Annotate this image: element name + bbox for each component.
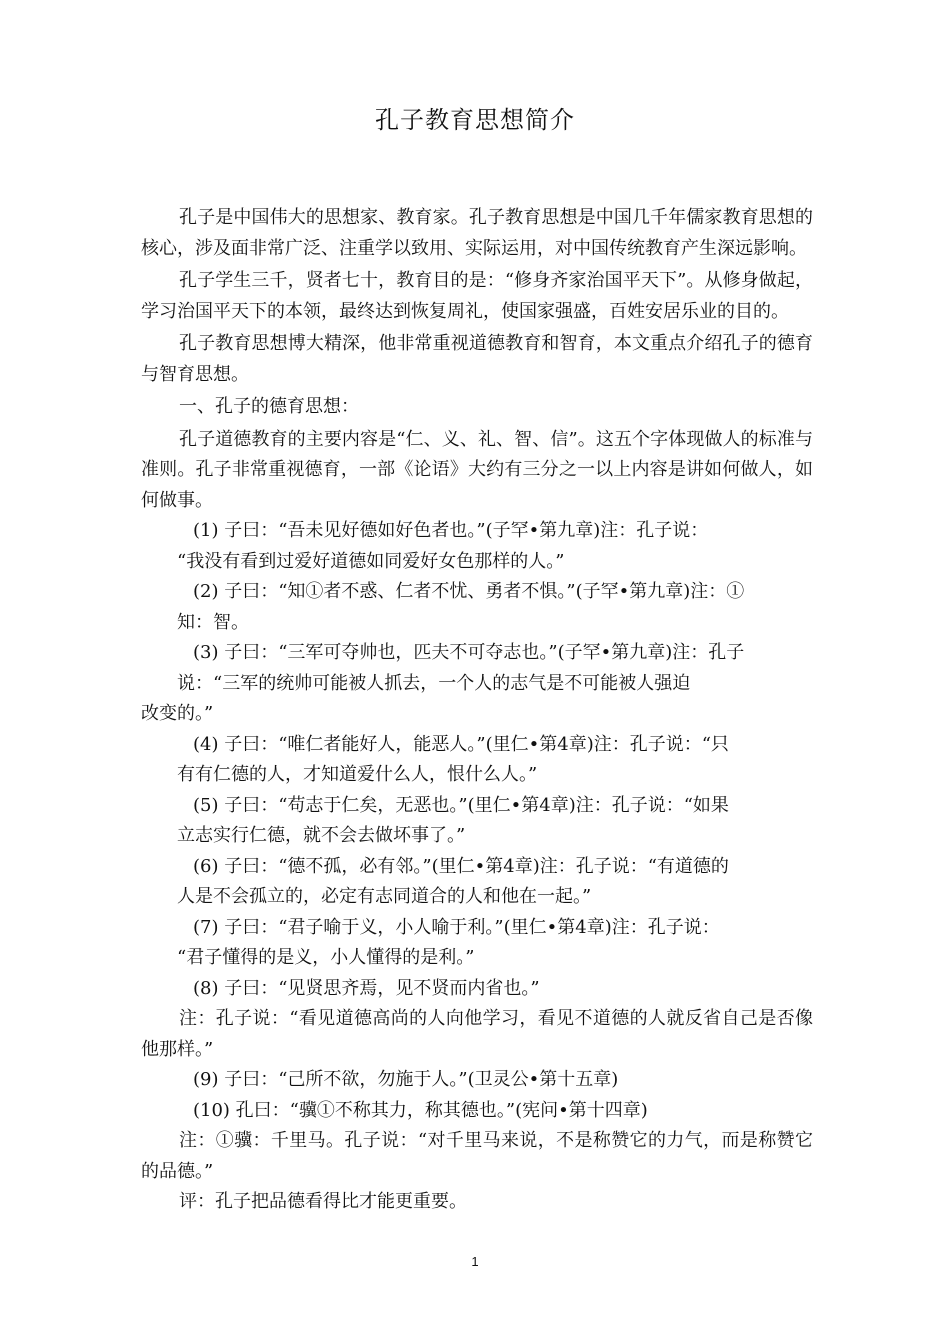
intro-paragraph-1: 孔子是中国伟大的思想家、教育家。孔子教育思想是中国几千年儒家教育思想的核心，涉及面非常广泛、注重学以致用、实际运用，对中国传统教育产生深远影响。	[141, 207, 813, 259]
quote-line: 改变的。”	[141, 703, 214, 724]
quote-line: (5) 子曰：“苟志于仁矣，无恶也。”(里仁•第4章)注：孔子说：“如果	[193, 794, 729, 816]
quote-1	[141, 516, 813, 577]
page-title: 孔子教育思想简介	[375, 106, 575, 134]
quote-3	[141, 638, 813, 730]
comment: 评：孔子把品德看得比才能更重要。	[179, 1191, 467, 1212]
quote-line: 说：“三军的统帅可能被人抓去，一个人的志气是不可能被人强迫	[177, 672, 691, 694]
quote-line: (1) 子曰：“吾未见好德如好色者也。”(子罕•第九章)注：孔子说：	[193, 520, 709, 541]
quote-4	[141, 730, 813, 791]
quote-line: (10) 孔曰：“骥①不称其力，称其德也。”(宪问•第十四章)	[193, 1099, 648, 1121]
note-8: 注：孔子说：“看见道德高尚的人向他学习，看见不道德的人就反省自己是否像他那样。”	[141, 1008, 813, 1060]
quote-line: (7) 子曰：“君子喻于义，小人喻于利。”(里仁•第4章)注：孔子说：	[193, 916, 720, 938]
quote-6	[141, 852, 813, 913]
quote-line: 立志实行仁德，就不会去做坏事了。”	[177, 825, 466, 846]
quote-line: (2) 子曰：“知①者不惑、仁者不忧、勇者不惧。”(子罕•第九章)注：①	[193, 581, 745, 602]
intro-paragraph-2: 孔子学生三千，贤者七十，教育目的是：“修身齐家治国平天下”。从修身做起，学习治国平天下的本领，最终达到恢复周礼，使国家强盛，百姓安居乐业的目的。	[141, 270, 813, 322]
quote-9	[141, 1065, 813, 1096]
section-heading: 一、孔子的德育思想：	[179, 396, 359, 417]
intro-paragraph-3: 孔子教育思想博大精深，他非常重视道德教育和智育，本文重点介绍孔子的德育与智育思想。	[141, 333, 813, 385]
document-body	[141, 203, 813, 1218]
quote-2	[141, 577, 813, 638]
quote-line: “我没有看到过爱好道德如同爱好女色那样的人。”	[177, 550, 565, 572]
section-intro: 孔子道德教育的主要内容是“仁、义、礼、智、信”。这五个字体现做人的标准与准则。孔子非常重视德育，一部《论语》大约有三分之一以上内容是讲如何做人，如何做事。	[141, 428, 813, 511]
quote-line: (4) 子曰：“唯仁者能好人，能恶人。”(里仁•第4章)注：孔子说：“只	[193, 733, 729, 755]
quote-line: (3) 子曰：“三军可夺帅也，匹夫不可夺志也。”(子罕•第九章)注：孔子	[193, 642, 745, 663]
quote-line: “君子懂得的是义，小人懂得的是利。”	[177, 947, 475, 968]
quote-line: 知：智。	[177, 611, 249, 633]
quote-line: 人是不会孤立的，必定有志同道合的人和他在一起。”	[177, 886, 592, 907]
quote-5	[141, 791, 813, 852]
quote-line: (6) 子曰：“德不孤，必有邻。”(里仁•第4章)注：孔子说：“有道德的	[193, 855, 729, 877]
quote-line: (8) 子曰：“见贤思齐焉，见不贤而内省也。”	[193, 977, 540, 999]
note-10: 注：①骥：千里马。孔子说：“对千里马来说，不是称赞它的力气，而是称赞它的品德。”	[141, 1130, 813, 1182]
quote-line: 有有仁德的人，才知道爱什么人，恨什么人。”	[177, 764, 538, 785]
quote-8	[141, 974, 813, 1005]
quote-10	[141, 1096, 813, 1127]
quote-7	[141, 913, 813, 974]
page-number: 1	[471, 1254, 479, 1269]
quote-line: (9) 子曰：“己所不欲，勿施于人。”(卫灵公•第十五章)	[193, 1069, 619, 1090]
